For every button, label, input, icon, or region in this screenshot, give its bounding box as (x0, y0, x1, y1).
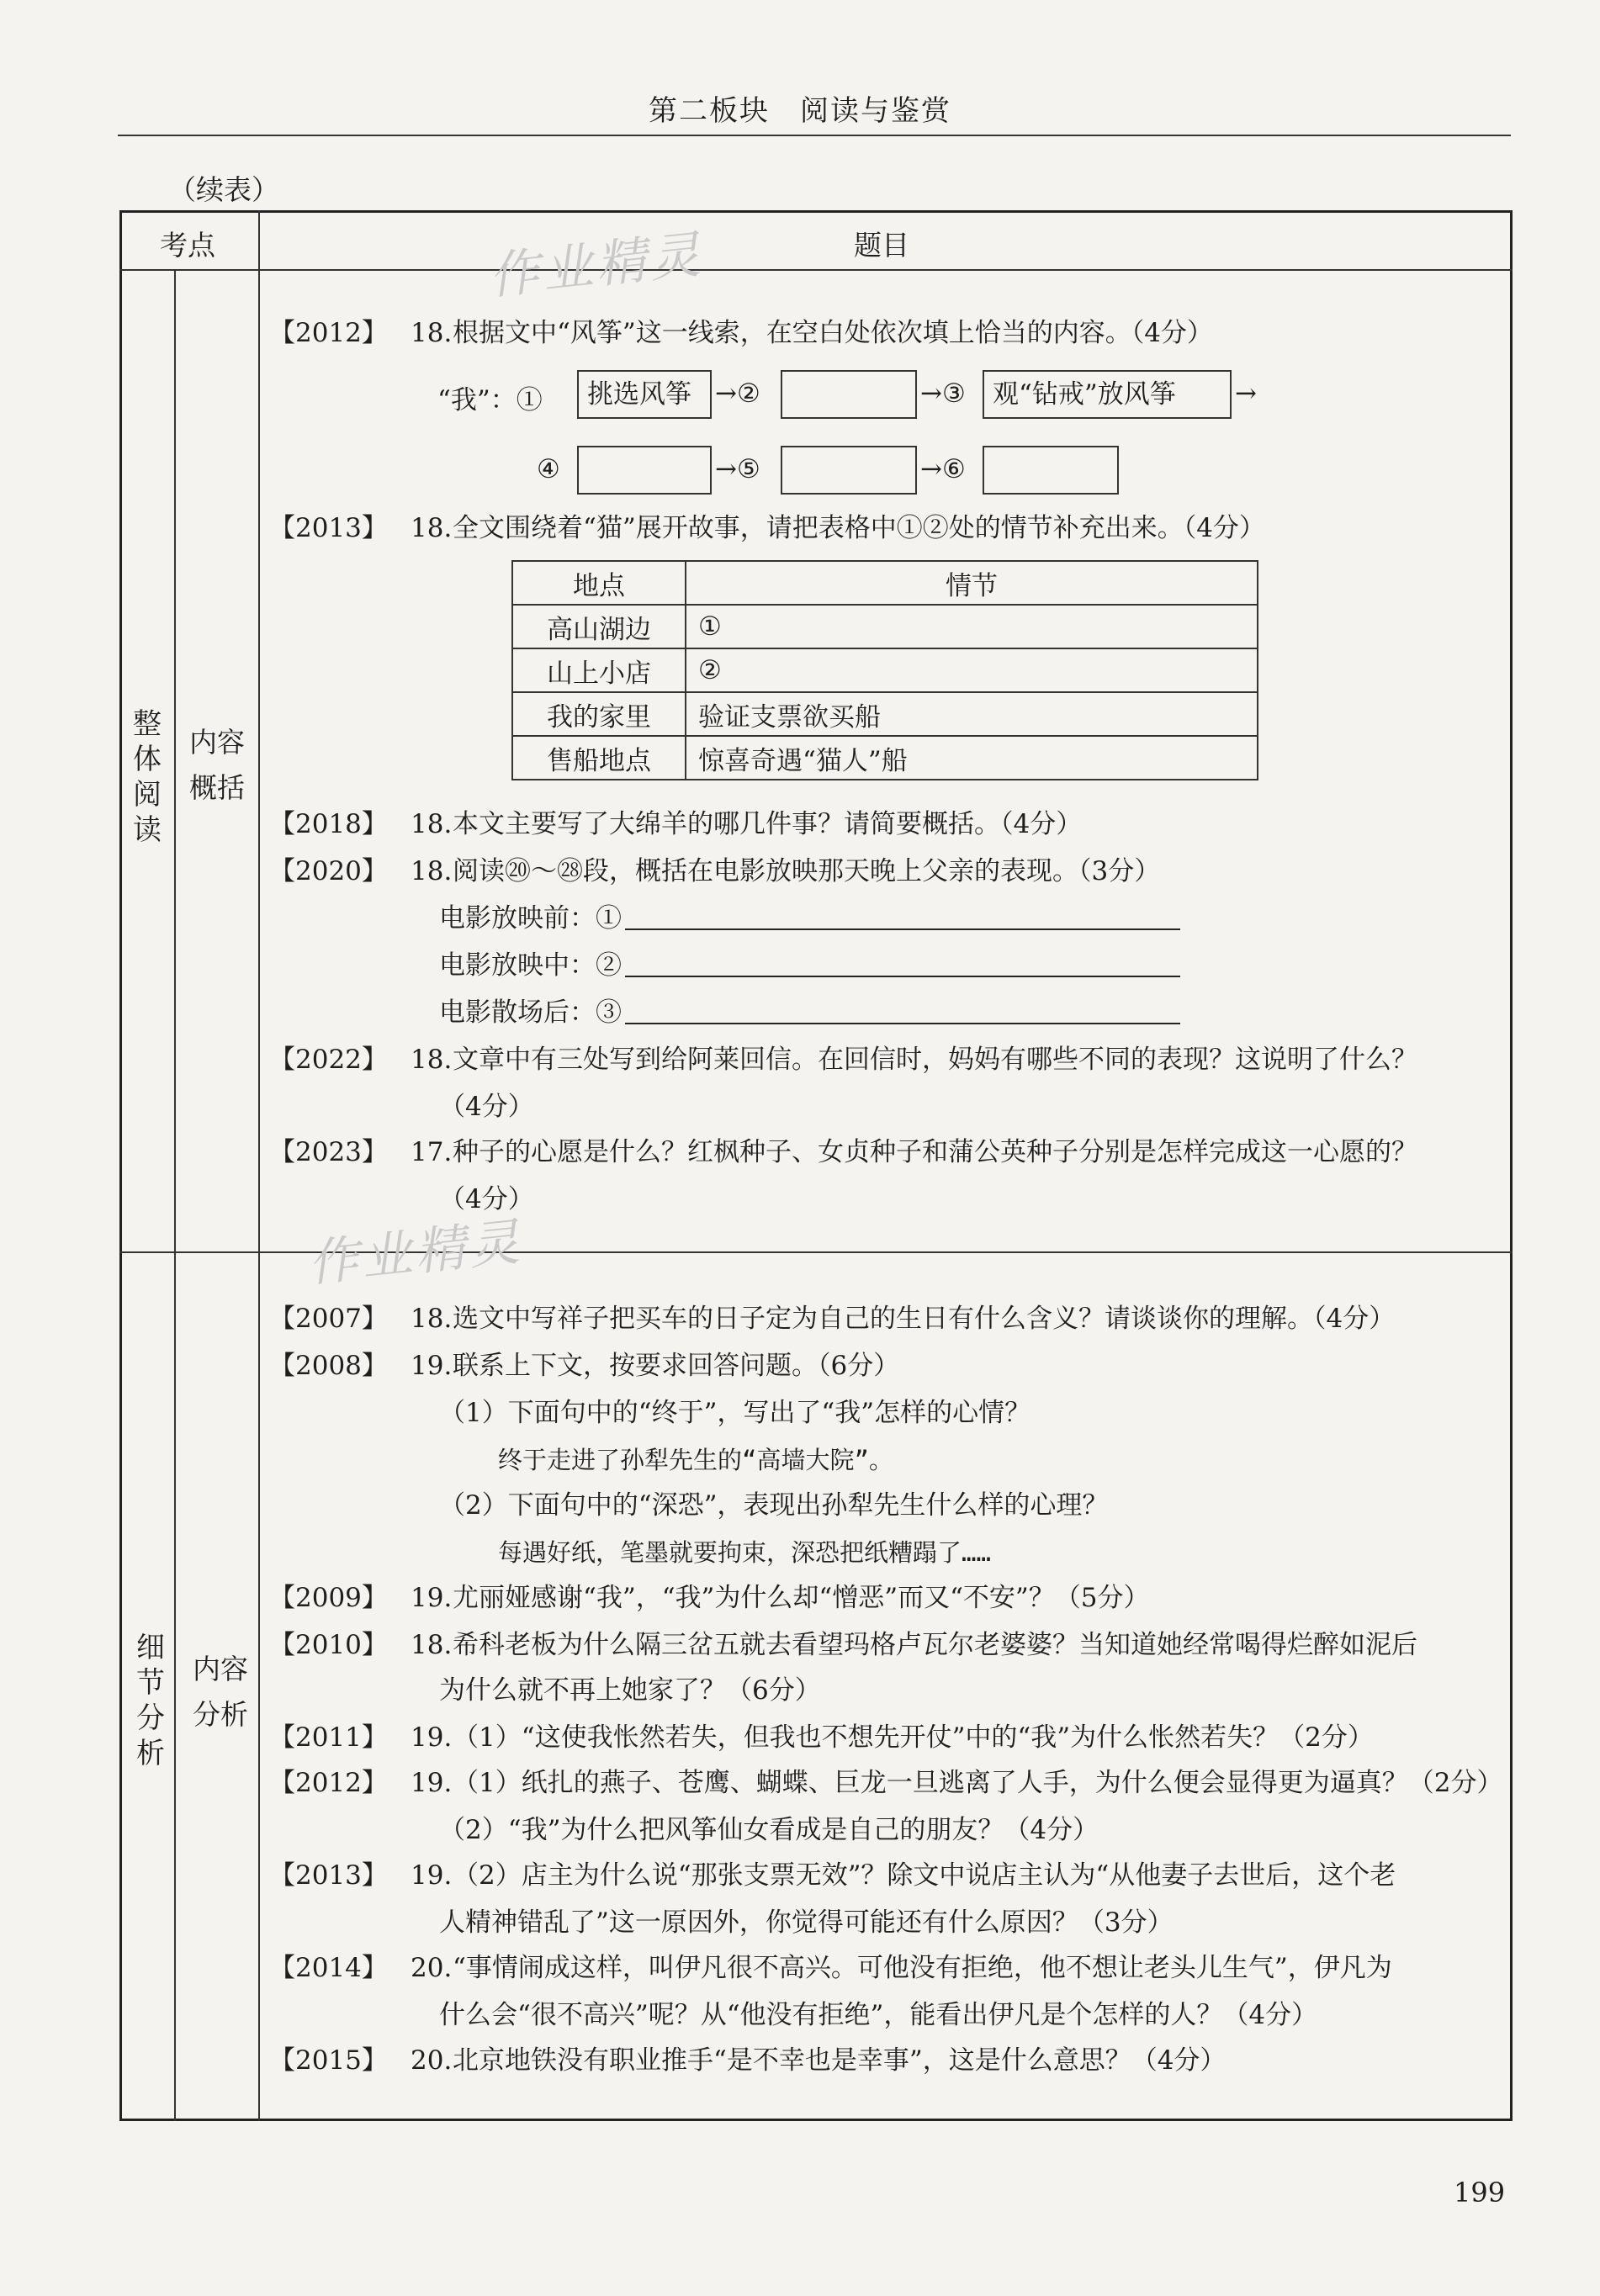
question-number: 18. (411, 513, 453, 543)
question-text: 种子的心愿是什么？红枫种子、女贞种子和蒲公英种子分别是怎样完成这一心愿的？ (453, 1137, 1417, 1167)
flow-box-1: 挑选风筝 (577, 370, 712, 419)
question-2012-19-sub2: （2）“我”为什么把风筝仙女看成是自己的朋友？（4分） (439, 1815, 1099, 1845)
col-divider-group (174, 269, 176, 2121)
year-tag: 【2014】 (269, 1953, 388, 1983)
table-cell-place: 山上小店 (512, 648, 686, 692)
question-text: 选文中写祥子把买车的日子定为自己的生日有什么含义？请谈谈你的理解。（4分） (453, 1304, 1396, 1334)
header-kaodian: 考点 (160, 229, 215, 262)
question-text: 根据文中“风筝”这一线索，在空白处依次填上恰当的内容。（4分） (453, 318, 1213, 348)
question-2020-18 (269, 854, 1160, 888)
question-text: “事情闹成这样，叫伊凡很不高兴。可他没有拒绝，他不想让老头儿生气”，伊凡为 (453, 1953, 1392, 1983)
flow-box-4-blank[interactable] (577, 446, 712, 495)
category-label-analysis: 内容分析 (193, 1653, 248, 1731)
table-row (512, 605, 1258, 648)
year-tag: 【2007】 (269, 1304, 388, 1334)
question-text: 联系上下文，按要求回答问题。（6分） (453, 1351, 900, 1381)
answer-line-label: 电影散场后：③ (439, 997, 622, 1028)
header-timu: 题目 (854, 229, 909, 262)
year-tag: 【2009】 (269, 1583, 388, 1613)
flow-arrow-2: →② (715, 378, 760, 409)
table-header-cell: 地点 (512, 561, 686, 605)
question-2023-17 (269, 1135, 1417, 1169)
question-number: 19. (411, 1768, 453, 1798)
group-label-overall-reading: 整体阅读 (133, 707, 162, 847)
question-2010-18-cont: 为什么就不再上她家了？（6分） (439, 1675, 821, 1706)
table-header-row (512, 561, 1258, 605)
question-number: 18. (411, 1630, 453, 1660)
table-row (512, 736, 1258, 780)
question-number: 18. (411, 856, 453, 886)
table-cell-plot: ① (686, 605, 1258, 648)
year-tag: 【2008】 (269, 1351, 388, 1381)
answer-blank[interactable] (625, 928, 1180, 930)
year-tag: 【2015】 (269, 2045, 388, 2076)
question-2022-18-cont: （4分） (439, 1092, 534, 1122)
question-2010-18 (269, 1628, 1417, 1662)
header-row-rule (119, 269, 1513, 271)
question-number: 19. (411, 1351, 453, 1381)
watermark-logo-2: 作业精灵 (305, 1212, 526, 1294)
answer-line-2 (439, 949, 1180, 982)
page-number: 199 (1454, 2177, 1506, 2209)
continued-label: （续表） (168, 173, 279, 206)
table-header-cell: 情节 (686, 561, 1258, 605)
question-2023-17-cont: （4分） (439, 1184, 534, 1214)
table-cell-place: 高山湖边 (512, 605, 686, 648)
question-text: 希科老板为什么隔三岔五就去看望玛格卢瓦尔老婆婆？当知道她经常喝得烂醉如泥后 (453, 1630, 1417, 1660)
quote-1: 终于走进了孙犁先生的“高墙大院”。 (498, 1446, 893, 1474)
question-number: 17. (411, 1137, 453, 1167)
answer-line-1 (439, 902, 1180, 935)
question-2008-19-sub2: （2）下面句中的“深恐”，表现出孙犁先生什么样的心理？ (439, 1490, 1109, 1521)
question-text: 文章中有三处写到给阿莱回信。在回信时，妈妈有哪些不同的表现？这说明了什么？ (453, 1045, 1417, 1075)
question-2008-19-sub1: （1）下面句中的“终于”，写出了“我”怎样的心情？ (439, 1398, 1031, 1428)
question-2008-19 (269, 1349, 899, 1383)
year-tag: 【2020】 (269, 856, 388, 886)
flow-arrow-5: →⑤ (715, 454, 760, 484)
question-text: 本文主要写了大绵羊的哪几件事？请简要概括。（4分） (453, 809, 1083, 839)
year-tag: 【2012】 (269, 318, 388, 348)
answer-blank[interactable] (625, 1023, 1180, 1024)
answer-line-label: 电影放映前：① (439, 903, 622, 934)
flow-num-4: ④ (537, 454, 560, 484)
question-text: 北京地铁没有职业推手“是不幸也是幸事”，这是什么意思？（4分） (453, 2045, 1226, 2076)
year-tag: 【2013】 (269, 1860, 388, 1891)
flow-arrow-end: → (1235, 378, 1257, 409)
year-tag: 【2022】 (269, 1045, 388, 1075)
running-header: 第二板块 阅读与鉴赏 (649, 94, 951, 128)
question-2009-19 (269, 1581, 1150, 1615)
question-number: 18. (411, 318, 453, 348)
question-2013-19 (269, 1859, 1396, 1892)
year-tag: 【2023】 (269, 1137, 388, 1167)
flow-box-2-blank[interactable] (781, 370, 917, 419)
question-2022-18 (269, 1043, 1417, 1077)
question-2015-20 (269, 2044, 1226, 2077)
question-text: 阅读⑳～㉘段，概括在电影放映那天晚上父亲的表现。（3分） (453, 856, 1161, 886)
col-divider-main (258, 210, 260, 2121)
question-number: 18. (411, 1045, 453, 1075)
question-number: 19. (411, 1860, 453, 1891)
question-2012-18 (269, 316, 1213, 350)
answer-blank[interactable] (625, 976, 1180, 977)
flow-box-6-blank[interactable] (983, 446, 1119, 495)
question-2018-18 (269, 807, 1082, 841)
table-cell-place: 售船地点 (512, 736, 686, 780)
question-number: 19. (411, 1583, 453, 1613)
table-cell-plot: 惊喜奇遇“猫人”船 (686, 736, 1258, 780)
question-2014-20-cont: 什么会“很不高兴”呢？从“他没有拒绝”，能看出伊凡是个怎样的人？（4分） (439, 2000, 1318, 2030)
question-text: 尤丽娅感谢“我”，“我”为什么却“憎恶”而又“不安”？（5分） (453, 1583, 1150, 1613)
flow-box-3: 观“钻戒”放风筝 (983, 370, 1232, 419)
question-2012-19 (269, 1766, 1502, 1800)
group-label-detail-analysis: 细节分析 (136, 1631, 165, 1770)
plot-table (511, 560, 1258, 780)
answer-line-label: 电影放映中：② (439, 950, 622, 981)
year-tag: 【2018】 (269, 809, 388, 839)
answer-line-3 (439, 996, 1180, 1029)
question-2013-19-cont: 人精神错乱了”这一原因外，你觉得可能还有什么原因？（3分） (439, 1907, 1174, 1938)
question-text: （1）纸扎的燕子、苍鹰、蝴蝶、巨龙一旦逃离了人手，为什么便会显得更为逼真？（2分） (453, 1768, 1503, 1798)
header-rule (118, 135, 1511, 136)
category-label-summary: 内容概括 (189, 726, 245, 804)
flow-arrow-3: →③ (920, 378, 966, 409)
question-2007-18 (269, 1302, 1395, 1336)
question-text: （1）“这使我怅然若失，但我也不想先开仗”中的“我”为什么怅然若失？（2分） (453, 1722, 1374, 1753)
question-2011-19 (269, 1721, 1374, 1754)
question-text: （2）店主为什么说“那张支票无效”？除文中说店主认为“从他妻子去世后，这个老 (453, 1860, 1396, 1891)
question-number: 18. (411, 1304, 453, 1334)
watermark-logo: 作业精灵 (485, 225, 707, 307)
question-number: 20. (411, 1953, 453, 1983)
year-tag: 【2013】 (269, 513, 388, 543)
question-2014-20 (269, 1951, 1392, 1985)
table-cell-plot: ② (686, 648, 1258, 692)
year-tag: 【2010】 (269, 1630, 388, 1660)
flow-arrow-6: →⑥ (920, 454, 966, 484)
year-tag: 【2011】 (269, 1722, 388, 1753)
question-text: 全文围绕着“猫”展开故事，请把表格中①②处的情节补充出来。（4分） (453, 513, 1265, 543)
question-number: 18. (411, 809, 453, 839)
table-row (512, 692, 1258, 736)
question-2013-18 (269, 511, 1265, 545)
flow-lead: “我”：① (437, 385, 543, 415)
table-row (512, 648, 1258, 692)
question-number: 20. (411, 2045, 453, 2076)
question-number: 19. (411, 1722, 453, 1753)
flow-box-5-blank[interactable] (781, 446, 917, 495)
year-tag: 【2012】 (269, 1768, 388, 1798)
quote-2: 每遇好纸，笔墨就要拘束，深恐把纸糟蹋了…… (498, 1538, 991, 1567)
table-cell-plot: 验证支票欲买船 (686, 692, 1258, 736)
table-cell-place: 我的家里 (512, 692, 686, 736)
